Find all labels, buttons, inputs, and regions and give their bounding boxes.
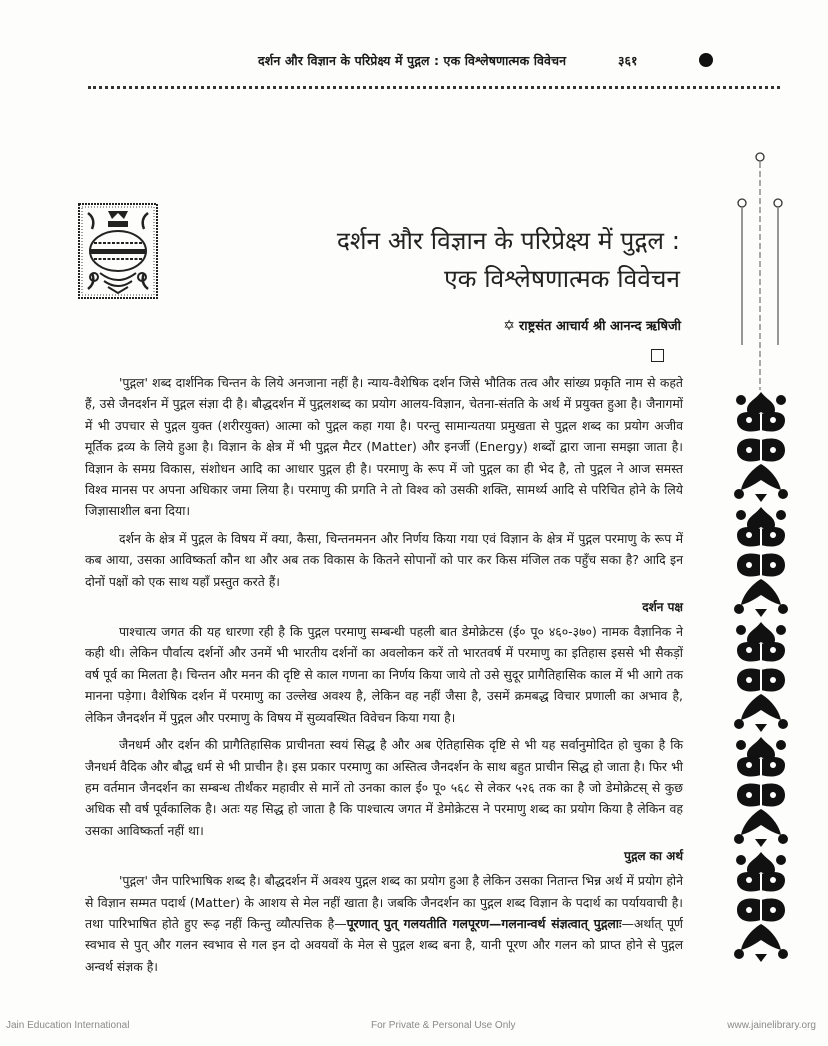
hanging-pins-ornament-icon	[730, 145, 790, 395]
ornament-motif-icon	[733, 850, 789, 964]
paragraph: दर्शन के क्षेत्र में पुद्गल के विषय में क्या, कैसा, चिन्तनमनन और निर्णय किया गया एवं विज्ञान के क्षेत्र में पुद्गल परमाणु के रूप में कब आया, उसका आविष्कर्ता कौन था और अब तक विकास के कितने सोपानों को पार कर किस मंजिल तक पहुँच सका है? आदि इन दोनों पक्षों को एक साथ यहाँ प्रस्तुत करते हैं।	[85, 530, 683, 589]
square-box-icon	[651, 349, 664, 362]
author-byline	[503, 316, 681, 334]
decorative-side-border	[733, 390, 789, 965]
footer-publisher: Jain Education International	[6, 1020, 130, 1031]
footer-website-link[interactable]: www.jainelibrary.org	[727, 1020, 816, 1031]
paragraph-text: —अर्थात् पूर्ण स्वभाव से पुत् और गलन स्वभाव से गल इन दो अवयवों के मेल से पुद्गल शब्द बना है, यानी पूरण और गलन को प्राप्त होने से पुद्गल अन्वर्थ संज्ञक है।	[85, 915, 684, 974]
star-icon: ✡	[503, 318, 515, 334]
author-name: राष्ट्रसंत आचार्य श्री आनन्द ऋषिजी	[518, 319, 681, 334]
paragraph: पाश्चात्य जगत की यह धारणा रही है कि पुद्गल परमाणु सम्बन्धी पहली बात डेमोक्रेटस (ई० पू० ४६०-३७०) नामक वैज्ञानिक ने कही थी। लेकिन पौर्वात्य दर्शनों और उनमें भी भारतीय दर्शनों का अवलोकन करें तो भारतवर्ष में परमाणु का इतिहास इससे भी सैकड़ों वर्ष पूर्व का मिलता है। चिन्तन और मनन की दृष्टि से काल गणना का निर्णय किया जाये तो उसे सुदूर प्रागैतिहासिक काल में भी आगे तक मानना पड़ेगा। वैशेषिक दर्शन में परमाणु का उल्लेख अवश्य है, लेकिन वह नहीं जैसा है, उसमें क्रमबद्ध विचार प्रणाली का अभाव है, लेकिन जैनदर्शन में पुद्गल और परमाणु के विषय में सुव्यवस्थित विवेचन किया गया है।	[85, 624, 683, 725]
running-header-title: दर्शन और विज्ञान के परिप्रेक्ष्य में पुद्गल : एक विश्लेषणात्मक विवेचन	[258, 53, 567, 68]
article-title	[230, 222, 680, 298]
ornament-motif-icon	[733, 735, 789, 849]
running-header	[240, 52, 760, 72]
ornament-motif-icon	[733, 620, 789, 734]
section-heading-pudgal-ka-arth: पुद्गल का अर्थ	[624, 849, 683, 864]
paragraph: 'पुद्गल' शब्द दार्शनिक चिन्तन के लिये अनजाना नहीं है। न्याय-वैशेषिक दर्शन जिसे भौतिक तत्व और सांख्य प्रकृति नाम से कहते हैं, उसे जैनदर्शन में पुद्गल संज्ञा दी है। बौद्धदर्शन में पुद्गलशब्द का प्रयोग आलय-विज्ञान, चेतना-संतति के अर्थ में प्रयुक्त हुआ है। जैनागमों में भी उपचार से पुद्गल युक्त (शरीरयुक्त) आत्मा को पुद्गल कहा गया है। परन्तु सामान्यतया प्रमुखता से पुद्गल शब्द का प्रयोग अजीव मूर्तिक द्रव्य के लिये हुआ है। विज्ञान के क्षेत्र में भी पुद्गल मैटर (Matter) और इनर्जी (Energy) शब्दों द्वारा जाना समझा जाता है। विज्ञान के समग्र विकास, संशोधन आदि का आधार पुद्गल ही है। परमाणु के रूप में जो पुद्गल का ही भेद है, तो पुद्गल ने आज समस्त विश्व मानस पर अपना अधिकार जमा लिया है। परमाणु की प्रगति ने तो विश्व को उसकी शक्ति, सामर्थ्य आदि से परिचित होने के लिये जिज्ञासाशील बना दिया।	[85, 375, 683, 519]
header-dotted-divider	[88, 86, 780, 89]
paragraph: जैनधर्म और दर्शन की प्रागैतिहासिक प्राचीनता स्वयं सिद्ध है और अब ऐतिहासिक दृष्टि से भी यह सर्वानुमोदित हो चुका है कि जैनधर्म वैदिक और बौद्ध धर्म से भी प्राचीन है। इस प्रकार परमाणु का अस्तित्व जैनदर्शन के साथ बहुत प्राचीन सिद्ध हो जाता है। फिर भी हम वर्तमान जैनदर्शन का सम्बन्ध तीर्थंकर महावीर से मानें तो उनका काल ई० पू० ५६८ से लेकर ५२६ तक का है जो डेमोक्रेटस् से कुछ अधिक सौ वर्ष पूर्वकालिक है। अतः यह सिद्ध हो जाता है कि पाश्चात्य जगत में डेमोक्रेटस ने परमाणु शब्द का प्रयोग किया है लेकिन वह उसका आविष्कर्ता नहीं था।	[85, 737, 683, 838]
bullet-dot-icon	[699, 53, 713, 67]
section-heading-darshan-paksha: दर्शन पक्ष	[642, 600, 683, 615]
article-title-line-2: एक विश्लेषणात्मक विवेचन	[444, 264, 680, 293]
ornament-motif-icon	[733, 505, 789, 619]
ornament-motif-icon	[733, 390, 789, 504]
paragraph	[85, 870, 683, 977]
page-number: ३६१	[618, 53, 638, 68]
sanskrit-quote: पूरणात् पुत् गलयतीति गलपूरण—गलनान्वर्थ संज्ञत्वात् पुद्गलाः	[346, 915, 622, 931]
kalash-emblem-icon	[78, 203, 158, 299]
paragraph-text: 'पुद्गल' जैन पारिभाषिक शब्द है। बौद्धदर्शन में अवश्य पुद्गल शब्द का प्रयोग हुआ है लेकिन उसका नितान्त भिन्न अर्थ में प्रयोग होने से विज्ञान सम्मत पदार्थ (Matter) के आशय से मेल नहीं खाता है। जबकि जैनदर्शन का पुद्गल शब्द विज्ञान के पदार्थ का पर्यायवाची है। तथा पारिभाषित होते हुए रूढ़ नहीं किन्तु व्यौत्पत्तिक है—	[85, 873, 683, 931]
article-title-line-1: दर्शन और विज्ञान के परिप्रेक्ष्य में पुद्गल :	[336, 226, 680, 255]
article-body	[85, 372, 683, 983]
footer-usage-note: For Private & Personal Use Only	[371, 1020, 516, 1031]
